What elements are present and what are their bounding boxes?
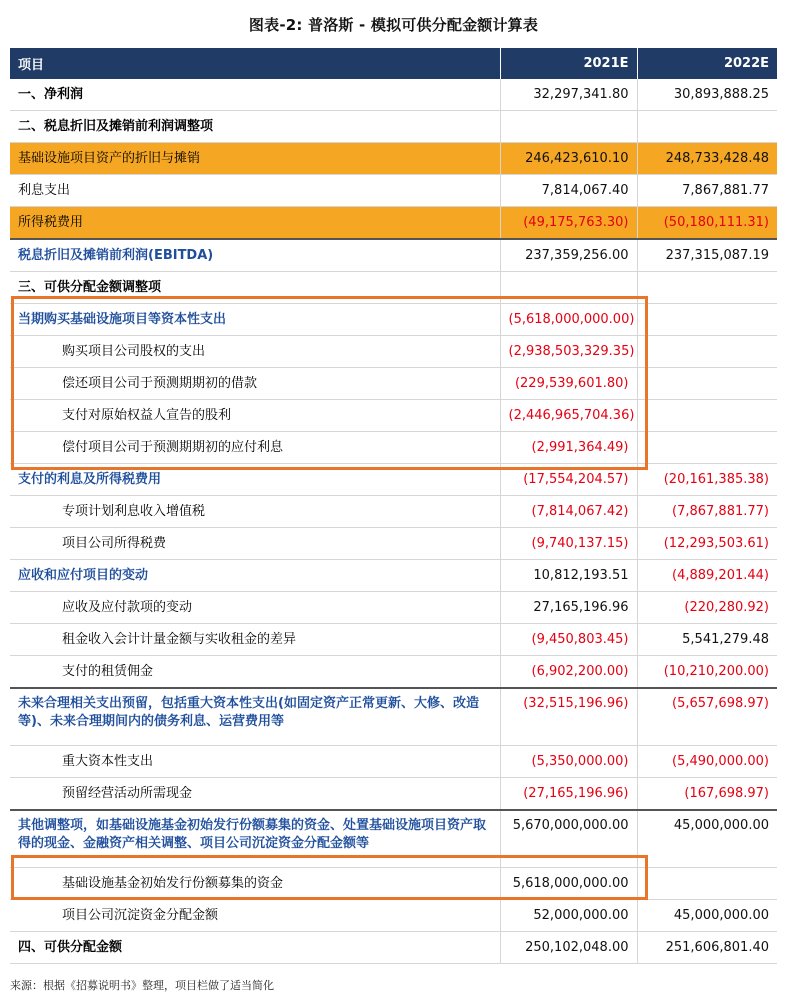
- value-2021e: 237,359,256.00: [500, 239, 637, 272]
- value-2022e: 5,541,279.48: [637, 624, 777, 656]
- value-2022e: (7,867,881.77): [637, 496, 777, 528]
- table-row: [10, 656, 777, 689]
- value-2022e: (220,280.92): [637, 592, 777, 624]
- table-row: [10, 746, 777, 778]
- value-2021e: (2,446,965,704.36): [500, 400, 637, 432]
- value-2021e: (2,991,364.49): [500, 432, 637, 464]
- table-row: [10, 400, 777, 432]
- row-label: 未来合理相关支出预留，包括重大资本性支出(如固定资产正常更新、大修、改造等)、未来合理期间内的债务利息、运营费用等: [10, 688, 500, 746]
- value-2022e: 45,000,000.00: [637, 810, 777, 868]
- page-title: 图表-2: 普洛斯 - 模拟可供分配金额计算表: [248, 16, 539, 34]
- table-row: [10, 464, 777, 496]
- row-label: 租金收入会计计量金额与实收租金的差异: [10, 624, 500, 656]
- value-2021e: 10,812,193.51: [500, 560, 637, 592]
- table-row: [10, 79, 777, 111]
- table-row: [10, 336, 777, 368]
- row-label: 支付的租赁佣金: [10, 656, 500, 689]
- value-2021e: (229,539,601.80): [500, 368, 637, 400]
- value-2021e: 32,297,341.80: [500, 79, 637, 111]
- row-label: 应收和应付项目的变动: [10, 560, 500, 592]
- value-2021e: (7,814,067.42): [500, 496, 637, 528]
- table-row: [10, 111, 777, 143]
- table-row: [10, 175, 777, 207]
- value-2022e: [637, 111, 777, 143]
- row-label: 支付的利息及所得税费用: [10, 464, 500, 496]
- value-2022e: 7,867,881.77: [637, 175, 777, 207]
- row-label: 偿付项目公司于预测期期初的应付利息: [10, 432, 500, 464]
- value-2022e: 251,606,801.40: [637, 932, 777, 964]
- table-row: [10, 560, 777, 592]
- row-label: 预留经营活动所需现金: [10, 778, 500, 811]
- value-2021e: [500, 111, 637, 143]
- value-2021e: (49,175,763.30): [500, 207, 637, 240]
- table-row: [10, 496, 777, 528]
- value-2021e: [500, 272, 637, 304]
- row-label: 重大资本性支出: [10, 746, 500, 778]
- distribution-table: [10, 48, 777, 964]
- row-label: 支付对原始权益人宣告的股利: [10, 400, 500, 432]
- value-2022e: (167,698.97): [637, 778, 777, 811]
- value-2021e: 250,102,048.00: [500, 932, 637, 964]
- value-2022e: [637, 868, 777, 900]
- value-2021e: 7,814,067.40: [500, 175, 637, 207]
- row-label: 当期购买基础设施项目等资本性支出: [10, 304, 500, 336]
- value-2021e: 27,165,196.96: [500, 592, 637, 624]
- row-label: 基础设施项目资产的折旧与摊销: [10, 143, 500, 175]
- value-2022e: [637, 336, 777, 368]
- row-label: 二、税息折旧及摊销前利润调整项: [10, 111, 500, 143]
- value-2021e: 5,670,000,000.00: [500, 810, 637, 868]
- value-2022e: (50,180,111.31): [637, 207, 777, 240]
- value-2022e: 237,315,087.19: [637, 239, 777, 272]
- value-2022e: [637, 400, 777, 432]
- table-row: [10, 624, 777, 656]
- value-2021e: (9,450,803.45): [500, 624, 637, 656]
- value-2021e: (17,554,204.57): [500, 464, 637, 496]
- row-label: 偿还项目公司于预测期期初的借款: [10, 368, 500, 400]
- table-row: [10, 239, 777, 272]
- table-row: [10, 272, 777, 304]
- row-label: 基础设施基金初始发行份额募集的资金: [10, 868, 500, 900]
- row-label: 购买项目公司股权的支出: [10, 336, 500, 368]
- row-label: 其他调整项，如基础设施基金初始发行份额募集的资金、处置基础设施项目资产取得的现金、金融资产相关调整、项目公司沉淀资金分配金额等: [10, 810, 500, 868]
- value-2022e: [637, 304, 777, 336]
- value-2021e: 246,423,610.10: [500, 143, 637, 175]
- value-2022e: 45,000,000.00: [637, 900, 777, 932]
- source-note: 来源：根据《招募说明书》整理，项目栏做了适当简化: [10, 979, 274, 992]
- table-row: [10, 810, 777, 868]
- value-2022e: (5,657,698.97): [637, 688, 777, 746]
- table-row: [10, 528, 777, 560]
- table-row: [10, 900, 777, 932]
- value-2021e: 5,618,000,000.00: [500, 868, 637, 900]
- row-label: 项目公司沉淀资金分配金额: [10, 900, 500, 932]
- table-row: [10, 304, 777, 336]
- value-2022e: [637, 368, 777, 400]
- table-row: [10, 868, 777, 900]
- table-row: [10, 207, 777, 240]
- value-2022e: (4,889,201.44): [637, 560, 777, 592]
- table-row: [10, 688, 777, 746]
- value-2021e: (6,902,200.00): [500, 656, 637, 689]
- row-label: 税息折旧及摊销前利润(EBITDA): [10, 239, 500, 272]
- row-label: 所得税费用: [10, 207, 500, 240]
- table-header-row: [10, 48, 777, 79]
- value-2022e: (12,293,503.61): [637, 528, 777, 560]
- value-2021e: (5,618,000,000.00): [500, 304, 637, 336]
- value-2022e: 30,893,888.25: [637, 79, 777, 111]
- row-label: 三、可供分配金额调整项: [10, 272, 500, 304]
- value-2021e: (27,165,196.96): [500, 778, 637, 811]
- value-2021e: (9,740,137.15): [500, 528, 637, 560]
- header-item: 项目: [10, 48, 500, 79]
- value-2022e: (20,161,385.38): [637, 464, 777, 496]
- value-2021e: (2,938,503,329.35): [500, 336, 637, 368]
- table-row: [10, 143, 777, 175]
- row-label: 应收及应付款项的变动: [10, 592, 500, 624]
- value-2021e: 52,000,000.00: [500, 900, 637, 932]
- value-2022e: 248,733,428.48: [637, 143, 777, 175]
- table-row: [10, 368, 777, 400]
- table-row: [10, 432, 777, 464]
- row-label: 利息支出: [10, 175, 500, 207]
- row-label: 项目公司所得税费: [10, 528, 500, 560]
- value-2022e: (5,490,000.00): [637, 746, 777, 778]
- table-row: [10, 778, 777, 811]
- value-2022e: (10,210,200.00): [637, 656, 777, 689]
- row-label: 四、可供分配金额: [10, 932, 500, 964]
- header-2022e: 2022E: [637, 48, 777, 79]
- row-label: 一、净利润: [10, 79, 500, 111]
- row-label: 专项计划利息收入增值税: [10, 496, 500, 528]
- header-2021e: 2021E: [500, 48, 637, 79]
- value-2021e: (32,515,196.96): [500, 688, 637, 746]
- value-2022e: [637, 432, 777, 464]
- table-row: [10, 932, 777, 964]
- value-2021e: (5,350,000.00): [500, 746, 637, 778]
- value-2022e: [637, 272, 777, 304]
- table-row: [10, 592, 777, 624]
